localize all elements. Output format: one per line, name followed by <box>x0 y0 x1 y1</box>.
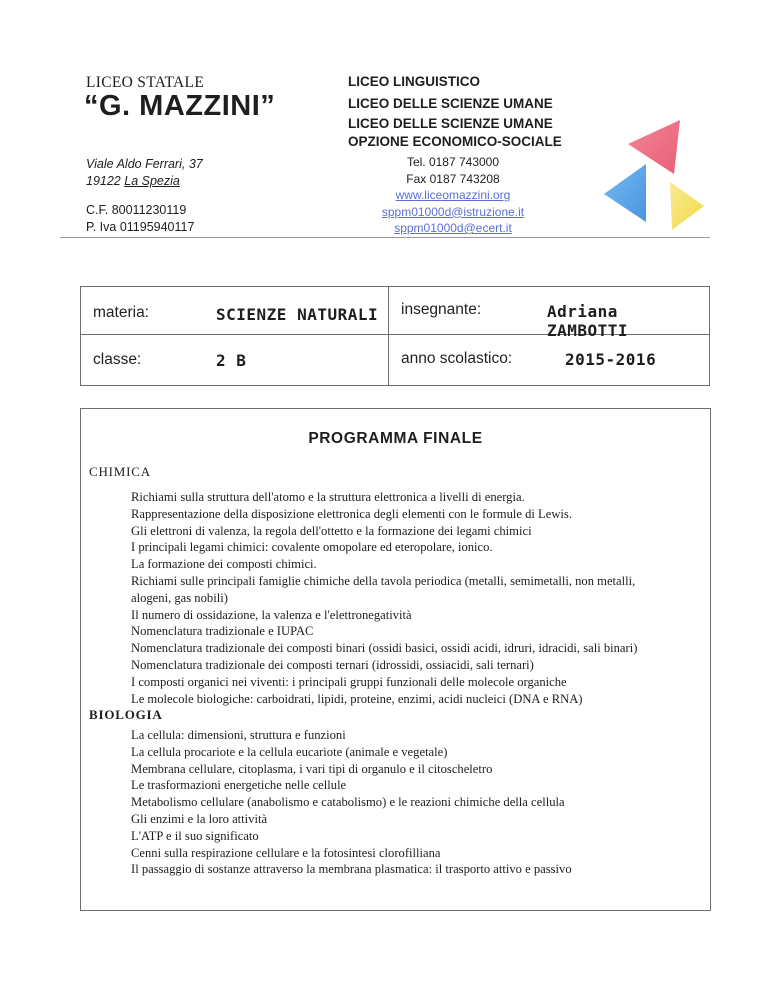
list-item: Metabolismo cellulare (anabolismo e catabolismo) e le reazioni chimiche della cellula <box>131 795 565 810</box>
codice-fiscale: C.F. 80011230119 <box>86 203 187 217</box>
classe-value: 2 B <box>216 351 247 370</box>
info-table <box>80 286 710 386</box>
classe-label: classe: <box>93 351 142 368</box>
materia-label: materia: <box>93 304 149 321</box>
program-box <box>80 408 711 911</box>
list-item: Membrana cellulare, citoplasma, i vari tipi di organulo e il citoscheletro <box>131 761 493 776</box>
list-item: Gli elettroni di valenza, la regola dell'ottetto e la formazione dei legami chimici <box>131 523 532 538</box>
section-title-chimica: CHIMICA <box>89 464 151 479</box>
list-item: La cellula procariote e la cellula eucariote (animale e vegetale) <box>131 744 448 759</box>
anno-label: anno scolastico: <box>401 350 513 367</box>
list-item: alogeni, gas nobili) <box>131 590 228 605</box>
anno-value: 2015-2016 <box>565 350 657 369</box>
list-item: L'ATP e il suo significato <box>131 828 259 843</box>
list-item: I composti organici nei viventi: i principali gruppi funzionali delle molecole organiche <box>131 674 567 689</box>
school-branches <box>348 71 562 151</box>
materia-value: SCIENZE NATURALI <box>216 305 379 324</box>
list-item: Richiami sulle principali famiglie chimiche della tavola periodica (metalli, semimetalli, non metalli, <box>131 573 636 588</box>
list-item: Gli enzimi e la loro attività <box>131 811 268 826</box>
insegnante-label: insegnante: <box>401 301 482 318</box>
school-logo <box>598 112 708 232</box>
address-city: La Spezia <box>124 174 180 188</box>
partita-iva: P. Iva 01195940117 <box>86 220 195 234</box>
website-link[interactable]: www.liceomazzini.org <box>395 188 511 202</box>
list-item: Rappresentazione della disposizione elettronica degli elementi con le formule di Lewis. <box>131 506 572 521</box>
header-divider <box>60 237 710 238</box>
program-title: PROGRAMMA FINALE <box>308 430 483 447</box>
contacts <box>348 154 558 237</box>
list-item: Il numero di ossidazione, la valenza e l'elettronegatività <box>131 607 412 622</box>
section-title-biologia: BIOLOGIA <box>89 707 163 722</box>
list-item: Nomenclatura tradizionale dei composti binari (ossidi basici, ossidi acidi, idruri, idracidi, sali binari) <box>131 641 638 656</box>
list-item: Cenni sulla respirazione cellulare e la fotosintesi clorofilliana <box>131 845 441 860</box>
branch-economico-sociale: OPZIONE ECONOMICO-SOCIALE <box>348 134 562 149</box>
list-item: La formazione dei composti chimici. <box>131 557 317 572</box>
address-street: Viale Aldo Ferrari, 37 <box>86 157 203 171</box>
liceo-statale-label: LICEO STATALE <box>86 74 205 91</box>
list-item: Il passaggio di sostanze attraverso la membrana plasmatica: il trasporto attivo e passivo <box>131 862 572 877</box>
list-item: Nomenclatura tradizionale dei composti ternari (idrossidi, ossiacidi, sali ternari) <box>131 657 534 672</box>
info-table-vline <box>388 287 389 385</box>
branch-scienze-umane-2: LICEO DELLE SCIENZE UMANE <box>348 116 553 131</box>
list-item: I principali legami chimici: covalente omopolare ed eteropolare, ionico. <box>131 540 493 555</box>
email-pec-link[interactable]: sppm01000d@ecert.it <box>394 221 512 235</box>
list-item: Nomenclatura tradizionale e IUPAC <box>131 624 314 639</box>
school-address <box>86 156 203 190</box>
logo-red-triangle <box>628 120 680 174</box>
branch-linguistico: LICEO LINGUISTICO <box>348 74 481 89</box>
school-name: “G. MAZZINI” <box>84 90 276 122</box>
list-item: Le trasformazioni energetiche nelle cellule <box>131 778 347 793</box>
insegnante-value: Adriana ZAMBOTTI <box>547 302 629 340</box>
branch-scienze-umane: LICEO DELLE SCIENZE UMANE <box>348 96 553 111</box>
logo-yellow-triangle <box>670 182 704 230</box>
list-item: Le molecole biologiche: carboidrati, lipidi, proteine, enzimi, acidi nucleici (DNA e RNA) <box>131 691 583 706</box>
telephone: Tel. 0187 743000 <box>406 155 500 169</box>
chimica-list <box>131 489 637 707</box>
fiscal-info <box>86 202 194 236</box>
biologia-list <box>131 727 572 878</box>
address-city-line <box>86 173 203 190</box>
logo-blue-triangle <box>604 164 646 222</box>
list-item: La cellula: dimensioni, struttura e funzioni <box>131 728 346 742</box>
address-zip: 19122 <box>86 174 121 188</box>
fax: Fax 0187 743208 <box>406 171 500 186</box>
list-item: Richiami sulla struttura dell'atomo e la struttura elettronica a livelli di energia. <box>131 490 525 504</box>
email-istruzione-link[interactable]: sppm01000d@istruzione.it <box>381 204 525 219</box>
